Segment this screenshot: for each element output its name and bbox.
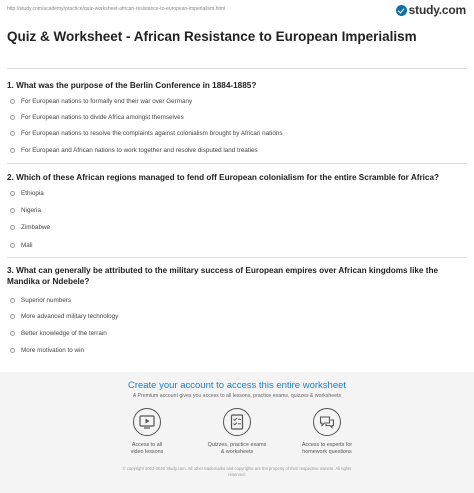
divider [7, 257, 467, 258]
answer-option[interactable] [10, 144, 258, 156]
radio-button[interactable] [10, 115, 15, 120]
option-text: Superior numbers [21, 296, 72, 304]
feature-experts [282, 408, 372, 456]
option-text: For European and African nations to work together and resolve disputed land treaties [21, 146, 258, 154]
expert-chat-icon [313, 408, 341, 436]
answer-option[interactable] [10, 344, 84, 356]
promo-heading[interactable]: Create your account to access this entire worksheet [127, 380, 347, 391]
option-text: Nigeria [21, 206, 41, 214]
radio-button[interactable] [10, 348, 15, 353]
feature-label: Quizzes, practice exams & worksheets [207, 442, 267, 455]
answer-option[interactable] [10, 111, 184, 123]
option-text: For European nations to resolve the complaints against colonialism brought by African nations [21, 129, 283, 137]
answer-option[interactable] [10, 239, 33, 251]
radio-button[interactable] [10, 208, 15, 213]
question-1: 1. What was the purpose of the Berlin Conference in 1884-1885? [7, 81, 257, 90]
copyright-footer: © copyright 2003-2020 Study.com. All other trademarks and copyrights are the property of their respective owners. All rights reserved. [122, 466, 352, 477]
answer-option[interactable] [10, 310, 118, 322]
option-text: More advanced military technology [21, 312, 119, 320]
option-text: Better knowledge of the terrain [21, 329, 107, 337]
option-text: For European nations to divide Africa amongst themselves [21, 113, 184, 121]
option-text: Zimbabwe [21, 223, 51, 231]
radio-button[interactable] [10, 331, 15, 336]
radio-button[interactable] [10, 225, 15, 230]
option-text: Mali [21, 241, 33, 249]
feature-label: Access to all video lessons [130, 442, 164, 455]
answer-option[interactable] [10, 327, 107, 339]
feature-video-lessons [102, 408, 192, 456]
answer-option[interactable] [10, 127, 282, 139]
radio-button[interactable] [10, 314, 15, 319]
answer-option[interactable] [10, 204, 41, 216]
answer-option[interactable] [10, 294, 71, 306]
radio-button[interactable] [10, 191, 15, 196]
option-text: More motivation to win [21, 346, 84, 354]
divider [7, 68, 467, 69]
option-text: Ethiopia [21, 189, 44, 197]
video-player-icon [133, 408, 161, 436]
question-2: 2. Which of these African regions managed to fend off European colonialism for the entire Scramble for Africa? [7, 173, 440, 182]
answer-option[interactable] [10, 221, 50, 233]
feature-label: Access to experts for homework questions [301, 442, 353, 455]
radio-button[interactable] [10, 298, 15, 303]
answer-option[interactable] [10, 187, 44, 199]
page-url: http://study.com/academy/practice/quiz-worksheet-african-resistance-to-european-imperialism.html [7, 6, 226, 12]
radio-button[interactable] [10, 243, 15, 248]
answer-option[interactable] [10, 95, 192, 107]
feature-quizzes [192, 408, 282, 456]
top-bar [0, 0, 474, 20]
study-logo[interactable] [396, 3, 466, 17]
option-text: For European nations to formally end their war over Germany [21, 97, 193, 105]
page-title: Quiz & Worksheet - African Resistance to European Imperialism [7, 29, 417, 44]
radio-button[interactable] [10, 148, 15, 153]
radio-button[interactable] [10, 131, 15, 136]
logo-text: study.com [408, 3, 466, 17]
promo-subheading: A Premium account gives you access to all lessons, practice exams, quizzes & worksheets [132, 393, 342, 399]
divider [7, 163, 467, 164]
check-badge-icon [396, 5, 407, 16]
quiz-checklist-icon [223, 408, 251, 436]
radio-button[interactable] [10, 99, 15, 104]
question-3: 3. What can generally be attributed to the military success of European empires over African kingdoms like the Mandika or Ndebele? [7, 266, 439, 286]
